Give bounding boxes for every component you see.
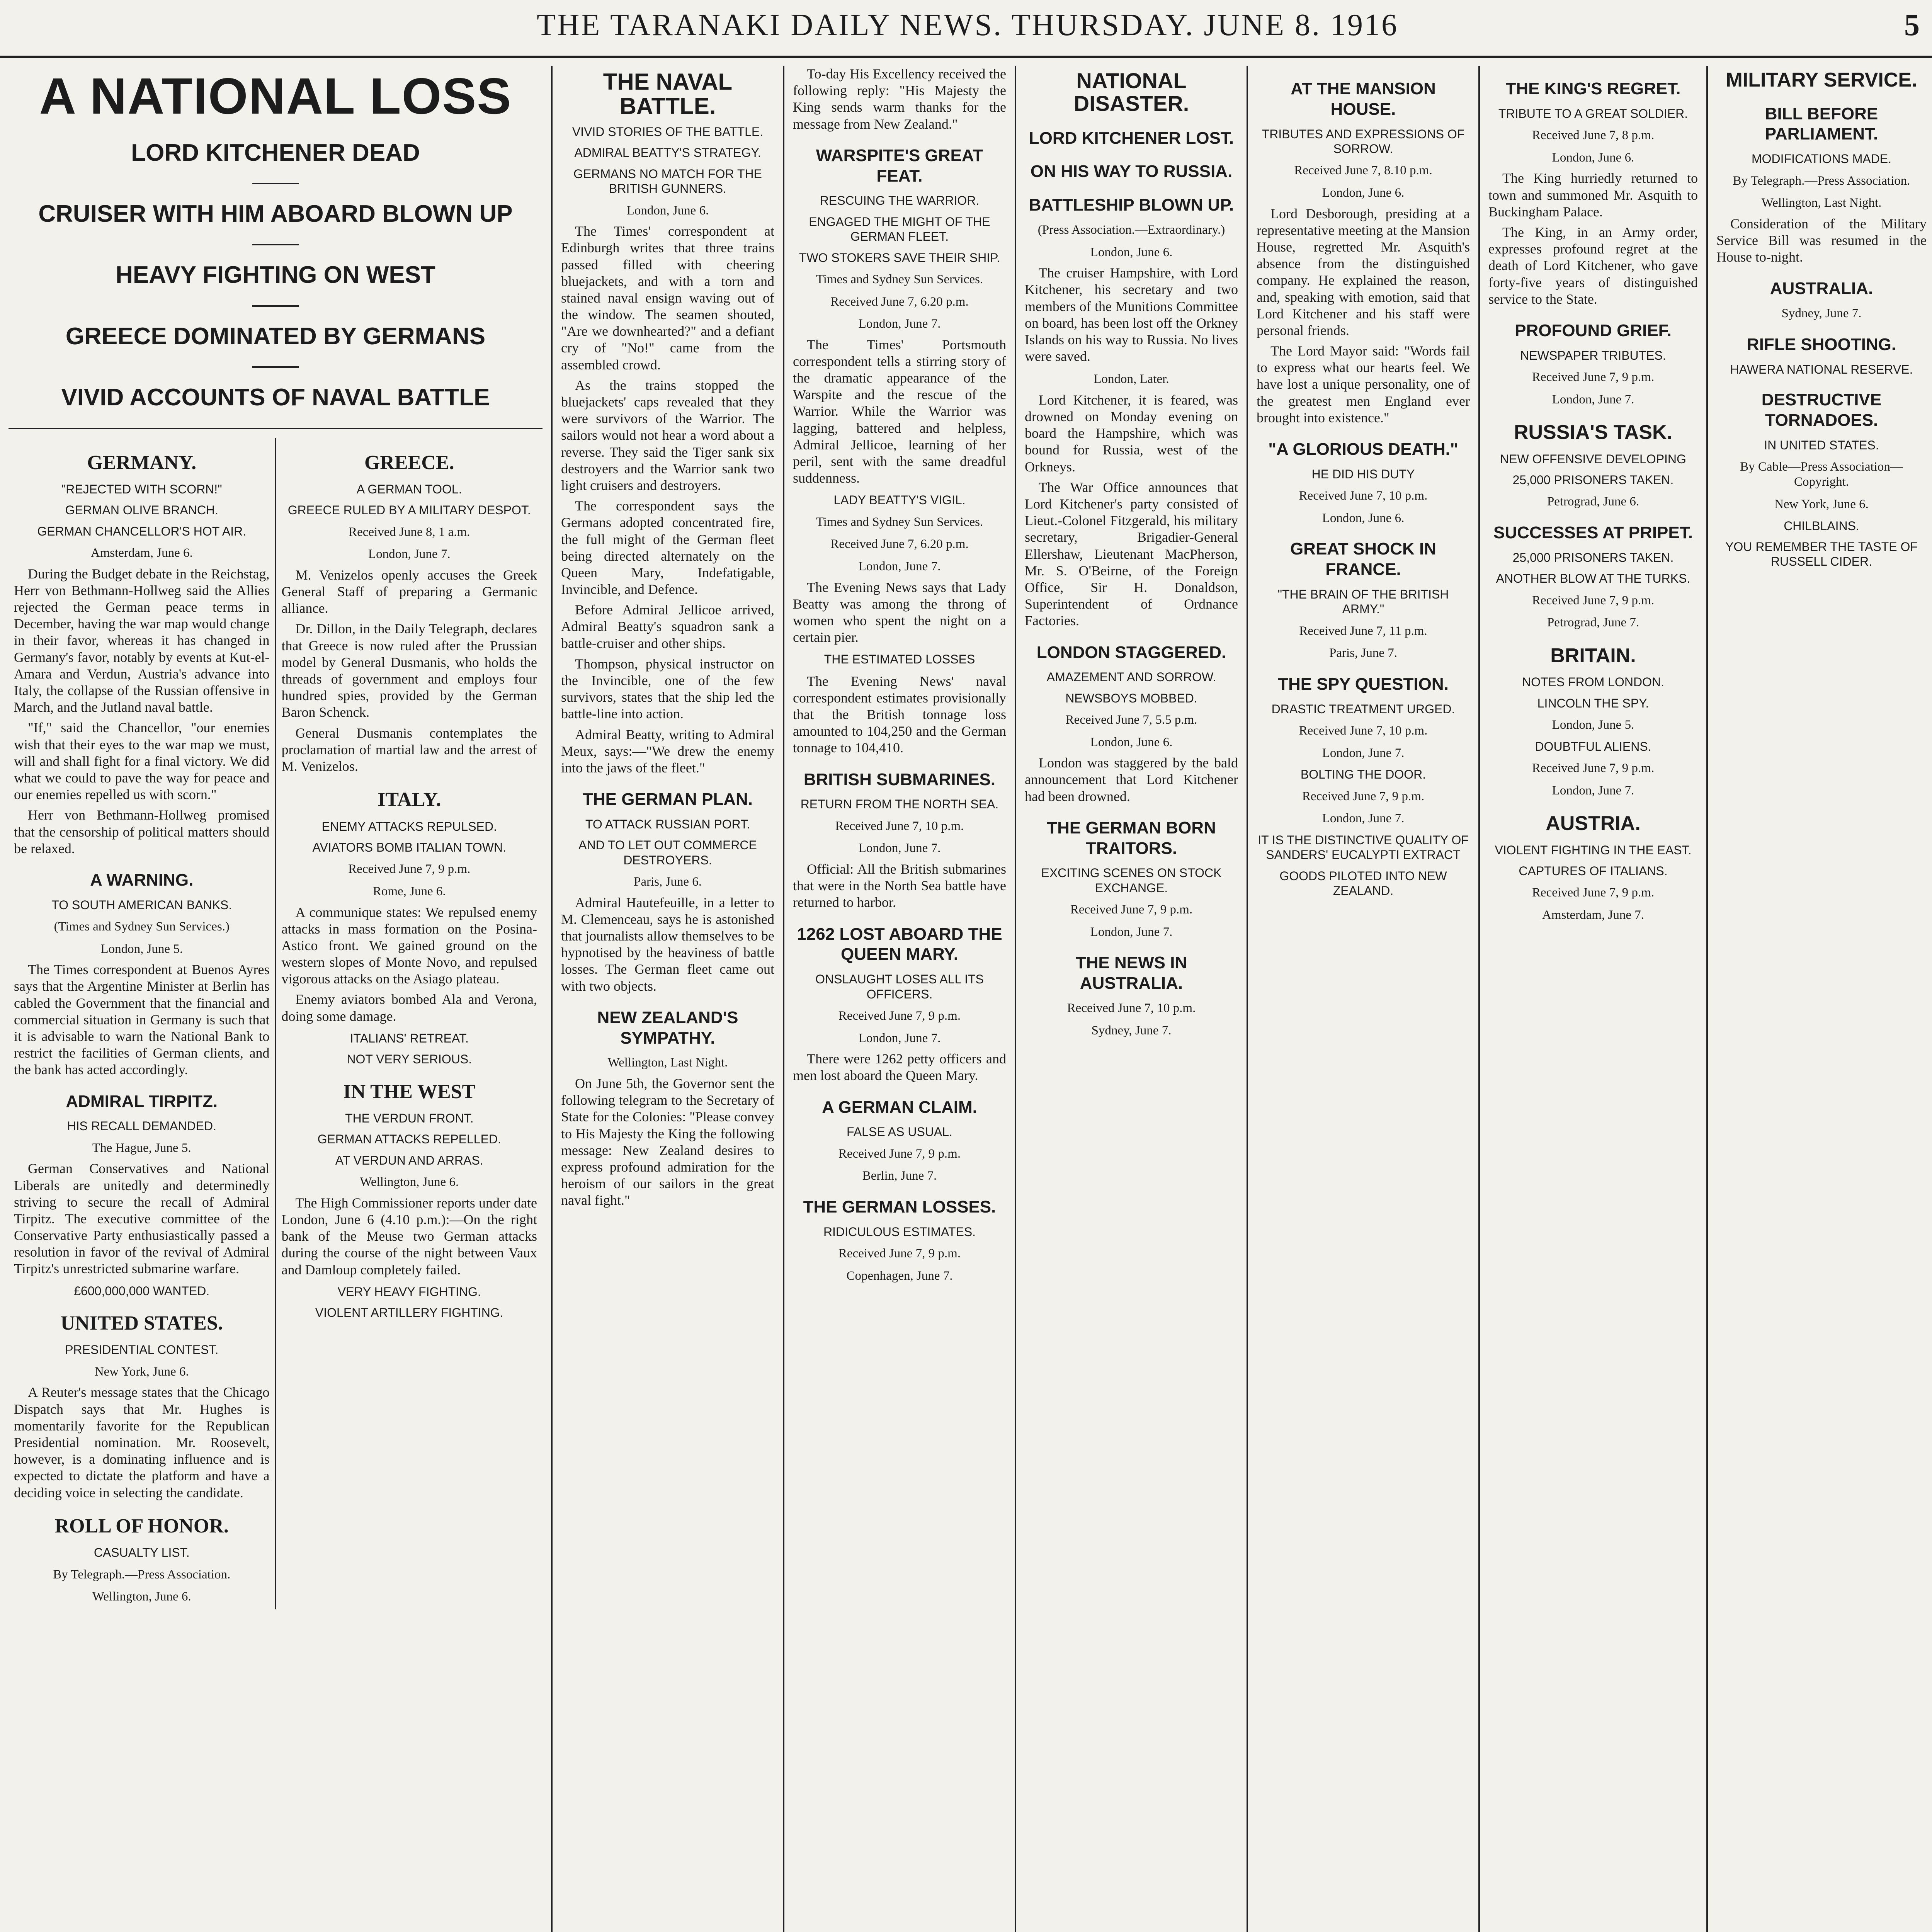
masthead-title: THE TARANAKI DAILY NEWS. THURSDAY. JUNE 8. 1916: [537, 8, 1398, 42]
italy-sub4: NOT VERY SERIOUS.: [347, 1052, 472, 1066]
britain-sub2: LINCOLN THE SPY.: [1537, 696, 1649, 710]
vigil-src: Times and Sydney Sun Services.: [816, 515, 983, 529]
disaster-sub1: LORD KITCHENER LOST.: [1029, 128, 1234, 148]
shock-received: Received June 7, 11 p.m.: [1299, 624, 1427, 638]
naval-p2: As the trains stopped the bluejackets' caps revealed that they were survivors of the Warrior. The sailors would not hear a word about a reverse. They said the Tiger sank six destroyers and the Warrior sank two light cruisers and destroyers.: [561, 377, 774, 493]
sympathy-p: On June 5th, the Governor sent the following telegram to the Secretary of State for the Colonies: "Please convey to His Majesty the King the following message: New Zealand desires to express profound admiration for the heroism of our sailors in the great naval fight.": [561, 1076, 774, 1208]
traitors-head: THE GERMAN BORN TRAITORS.: [1047, 818, 1216, 858]
deck-4: GREECE DOMINATED BY GERMANS: [65, 323, 486, 350]
russia-head: RUSSIA'S TASK.: [1514, 421, 1673, 444]
mansion-p1: Lord Desborough, presiding at a representative meeting at the Mansion House, regretted Mr. Asquith's absence from the distinguished company. He explained the reason, and, speaking with emotion, said that Lord Kitchener and his staff were personal friends.: [1257, 206, 1470, 338]
west-sub5: VIOLENT ARTILLERY FIGHTING.: [315, 1306, 503, 1320]
italy-p2: Enemy aviators bombed Ala and Verona, doing some damage.: [281, 992, 537, 1024]
claim-sub: FALSE AS USUAL.: [847, 1125, 952, 1139]
claim-dateline: Berlin, June 7.: [862, 1169, 937, 1183]
traitors-received: Received June 7, 9 p.m.: [1070, 903, 1193, 917]
naval-p6: Admiral Beatty, writing to Admiral Meux, says:—"We drew the enemy into the jaws of the fleet.": [561, 726, 774, 776]
german-plan-sub1: TO ATTACK RUSSIAN PORT.: [585, 817, 750, 831]
grief-head: PROFOUND GRIEF.: [1515, 321, 1672, 340]
spy-head: THE SPY QUESTION.: [1278, 674, 1449, 694]
spy-dateline: London, June 7.: [1322, 746, 1405, 760]
tirpitz-head: ADMIRAL TIRPITZ.: [66, 1092, 218, 1111]
us-sub: PRESIDENTIAL CONTEST.: [65, 1343, 219, 1357]
tornado-head: DESTRUCTIVE TORNADOES.: [1761, 390, 1882, 430]
column-kings-regret: [1480, 66, 1708, 1932]
greece-p2: Dr. Dillon, in the Daily Telegraph, declares that Greece is now ruled after the Prussian model by General Dusmanis, who holds the threads of government and employs four hundred spies, provided by the German Baron Schenck.: [281, 621, 537, 720]
roll-head: ROLL OF HONOR.: [54, 1515, 229, 1537]
column-military-service: [1708, 66, 1932, 1932]
australia-head: AUSTRALIA.: [1770, 279, 1873, 298]
mansion-head: AT THE MANSION HOUSE.: [1291, 79, 1436, 119]
warspite-received: Received June 7, 6.20 p.m.: [830, 294, 969, 309]
naval-p1: The Times' correspondent at Edinburgh writes that three trains passed filled with cheering bluejackets, and with a torn and stained naval ensign waving out of the window. The seamen shouted, "Are we downhearted?" and a defiant cry of "No!" came from the assembled crowd.: [561, 223, 774, 372]
subs-sub: RETURN FROM THE NORTH SEA.: [800, 797, 999, 811]
military-sub2: MODIFICATIONS MADE.: [1751, 152, 1892, 166]
advert-sanders: IT IS THE DISTINCTIVE QUALITY OF SANDERS' EUCALYPTI EXTRACT: [1258, 833, 1469, 862]
queen-sub: ONSLAUGHT LOSES ALL ITS OFFICERS.: [815, 972, 984, 1001]
column-national-disaster: [1016, 66, 1248, 1932]
col3-p1: To-day His Excellency received the following reply: "His Majesty the King sends warm thanks for the message from New Zealand.": [793, 66, 1006, 132]
disaster-p3: The War Office announces that Lord Kitchener's party consisted of Lieut.-Colonel Fitzgerald, his military secretary, Brigadier-General Ellershaw, Lieutenant MacPherson, Mr. S. O'Beirne, of the Foreign Office, Sir H. Donaldson, Superintendent of Ordnance Factories.: [1025, 479, 1238, 629]
pripet-sub2: ANOTHER BLOW AT THE TURKS.: [1496, 571, 1690, 586]
staggered-sub1: AMAZEMENT AND SORROW.: [1046, 670, 1216, 684]
glosses-received: Received June 7, 9 p.m.: [838, 1247, 961, 1261]
warning-src: (Times and Sydney Sun Services.): [54, 920, 230, 934]
pripet-sub1: 25,000 PRISONERS TAKEN.: [1512, 550, 1674, 565]
warspite-src: Times and Sydney Sun Services.: [816, 272, 983, 286]
king-p1: The King hurriedly returned to town and summoned Mr. Asquith to Buckingham Palace.: [1488, 170, 1698, 219]
italy-sub2: AVIATORS BOMB ITALIAN TOWN.: [312, 840, 506, 854]
rifle-sub: HAWERA NATIONAL RESERVE.: [1730, 362, 1913, 376]
cider-advert: YOU REMEMBER THE TASTE OF RUSSELL CIDER.: [1725, 540, 1918, 569]
naval-sub1: VIVID STORIES OF THE BATTLE.: [572, 125, 764, 139]
glosses-head: THE GERMAN LOSSES.: [803, 1197, 996, 1216]
greece-sub2: GREECE RULED BY A MILITARY DESPOT.: [287, 503, 531, 517]
disaster-src: (Press Association.—Extraordinary.): [1037, 223, 1225, 237]
staggered-p: London was staggered by the bald announcement that Lord Kitchener had been drowned.: [1025, 755, 1238, 804]
claim-head: A GERMAN CLAIM.: [822, 1097, 977, 1117]
germany-p2: "If," said the Chancellor, "our enemies wish that their eyes to the war map we must, will and shall fight for a final victory. We did what we could to pave the way for peace and our enemies repelled us with scorn.": [14, 720, 270, 803]
spy-sub: DRASTIC TREATMENT URGED.: [1271, 702, 1455, 716]
naval-head: THE NAVAL BATTLE.: [603, 69, 733, 119]
pripet-received: Received June 7, 9 p.m.: [1532, 593, 1655, 607]
tornado-sub: IN UNITED STATES.: [1764, 438, 1879, 452]
britain-head: BRITAIN.: [1550, 644, 1636, 667]
spy-received: Received June 7, 10 p.m.: [1299, 724, 1428, 738]
deck-1: LORD KITCHENER DEAD: [131, 139, 420, 166]
subs-p: Official: All the British submarines that were in the North Sea battle have returned to harbor.: [793, 861, 1006, 910]
king-head: THE KING'S REGRET.: [1505, 79, 1681, 98]
greece-received: Received June 8, 1 a.m.: [349, 525, 470, 539]
subs-head: BRITISH SUBMARINES.: [803, 770, 996, 789]
shock-sub: "THE BRAIN OF THE BRITISH ARMY.": [1277, 587, 1449, 616]
glorious-head: "A GLORIOUS DEATH.": [1268, 440, 1458, 459]
naval-p4: Before Admiral Jellicoe arrived, Admiral Beatty's squadron sank a battle-cruiser and other ships.: [561, 602, 774, 651]
russia-sub2: 25,000 PRISONERS TAKEN.: [1512, 473, 1674, 487]
military-p1: Consideration of the Military Service Bill was resumed in the House to-night.: [1716, 216, 1927, 265]
west-sub4: VERY HEAVY FIGHTING.: [337, 1284, 481, 1299]
subs-received: Received June 7, 10 p.m.: [835, 819, 964, 833]
staggered-head: LONDON STAGGERED.: [1036, 643, 1226, 662]
rifle-head: RIFLE SHOOTING.: [1747, 335, 1896, 354]
pripet-dateline: Petrograd, June 7.: [1547, 616, 1639, 630]
shock-head: GREAT SHOCK IN FRANCE.: [1290, 539, 1437, 579]
greece-p1: M. Venizelos openly accuses the Greek General Staff of preparing a Germanic alliance.: [281, 567, 537, 616]
military-head: MILITARY SERVICE.: [1726, 69, 1917, 91]
warspite-sub1: RESCUING THE WARRIOR.: [820, 194, 980, 208]
deck-2: CRUISER WITH HIM ABOARD BLOWN UP: [38, 200, 513, 227]
column-mansion-house: [1248, 66, 1480, 1932]
italy-p1: A communique states: We repulsed enemy attacks in mass formation on the Posina-Astico front. We gained ground on the western slopes of Monte Novo, and repulsed vigorous attacks on the Asiago plateau.: [281, 904, 537, 987]
warspite-sub3: TWO STOKERS SAVE THEIR SHIP.: [799, 250, 1000, 265]
german-plan-p: Admiral Hautefeuille, in a letter to M. Clemenceau, says he is astonished that journalists allow themselves to be hypnotised by the heaviness of battle losses. The German fleet came out with two objects.: [561, 895, 774, 994]
banner-headline: A NATIONAL LOSS: [39, 68, 512, 124]
west-sub2: GERMAN ATTACKS REPELLED.: [317, 1132, 501, 1146]
russia-sub1: NEW OFFENSIVE DEVELOPING: [1500, 452, 1686, 466]
austria-head: AUSTRIA.: [1546, 812, 1641, 835]
australia-dateline: Sydney, June 7.: [1781, 306, 1862, 321]
west-sub3: AT VERDUN AND ARRAS.: [335, 1153, 483, 1167]
aliens-head: DOUBTFUL ALIENS.: [1535, 739, 1651, 753]
warspite-dateline: London, June 7.: [858, 317, 941, 331]
page-number: 5: [1904, 8, 1920, 42]
britain-dateline: London, June 5.: [1552, 718, 1634, 732]
military-sub1: BILL BEFORE PARLIAMENT.: [1765, 104, 1878, 144]
warspite-p: The Times' Portsmouth correspondent tells a stirring story of the dramatic appearance of the Warspite and the rescue of the Warrior. While the Warrior was lagging, battered and helpless, Admiral Jellicoe, learning of her peril, sent with the same dreadful suddenness.: [793, 337, 1006, 486]
estimated-head: THE ESTIMATED LOSSES: [824, 652, 975, 667]
queen-p: There were 1262 petty officers and men lost aboard the Queen Mary.: [793, 1051, 1006, 1083]
vigil-p: The Evening News says that Lady Beatty was among the throng of women who spent the night on a certain pier.: [793, 579, 1006, 645]
mansion-p2: The Lord Mayor said: "Words fail to express what our hearts feel. We have lost a unique personality, one of the greatest men England ever brought into existence.": [1257, 343, 1470, 425]
german-plan-head: THE GERMAN PLAN.: [583, 790, 753, 809]
grief-sub: NEWSPAPER TRIBUTES.: [1520, 348, 1666, 362]
russia-dateline: Petrograd, June 6.: [1547, 495, 1639, 509]
austria-sub2: CAPTURES OF ITALIANS.: [1519, 864, 1668, 878]
deck-5: VIVID ACCOUNTS OF NAVAL BATTLE: [61, 384, 490, 411]
tirpitz-p: German Conservatives and National Liberals are unitedly and determinedly striving to secure the recall of Admiral Tirpitz. The executive committee of the Conservative Party enthusiastically passed a resolution in favor of the revival of Admiral Tirpitz's unrestricted submarine warfare.: [14, 1161, 270, 1277]
disaster-head: NATIONAL DISASTER.: [1073, 68, 1189, 116]
warspite-head: WARSPITE'S GREAT FEAT.: [816, 146, 983, 185]
disaster-dateline: London, June 6.: [1090, 245, 1173, 259]
grief-received: Received June 7, 9 p.m.: [1532, 370, 1655, 384]
greece-sub1: A GERMAN TOOL.: [356, 482, 462, 496]
warning-p: The Times correspondent at Buenos Ayres says that the Argentine Minister at Berlin has cabled the Government that the financial and commercial situation in Germany is such that it is advisable to warn the National Bank to restrict the facilities of German clients, and the bank has acted accordingly.: [14, 962, 270, 1078]
staggered-sub2: NEWSBOYS MOBBED.: [1065, 691, 1197, 705]
greece-p3: General Dusmanis contemplates the proclamation of martial law and the arrest of M. Venizelos.: [281, 725, 537, 774]
military-dateline: Wellington, Last Night.: [1761, 196, 1882, 210]
italy-dateline: Rome, June 6.: [372, 884, 446, 898]
roll-sub: CASUALTY LIST.: [94, 1546, 190, 1560]
warspite-sub2: ENGAGED THE MIGHT OF THE GERMAN FLEET.: [809, 214, 990, 244]
traitors-dateline: London, June 7.: [1090, 925, 1173, 939]
mansion-dateline: London, June 6.: [1322, 185, 1405, 200]
west-sub1: THE VERDUN FRONT.: [345, 1111, 474, 1125]
italy-sub3: ITALIANS' RETREAT.: [350, 1031, 469, 1045]
chilblains-head: CHILBLAINS.: [1784, 519, 1859, 533]
germany-head: GERMANY.: [87, 451, 197, 474]
warning-dateline: London, June 5.: [100, 942, 183, 956]
bolting-received: Received June 7, 9 p.m.: [1302, 789, 1425, 803]
mansion-sub: TRIBUTES AND EXPRESSIONS OF SORROW.: [1262, 127, 1465, 156]
roll-dateline: Wellington, June 6.: [92, 1590, 191, 1604]
italy-received: Received June 7, 9 p.m.: [348, 862, 471, 876]
glosses-sub: RIDICULOUS ESTIMATES.: [823, 1225, 976, 1239]
austria-sub1: VIOLENT FIGHTING IN THE EAST.: [1495, 843, 1692, 857]
naval-p3: The correspondent says the Germans adopted concentrated fire, the full might of the German fleet being directed alternately on the Queen Mary, Indefatigable, Invincible, and Defence.: [561, 498, 774, 597]
italy-sub1: ENEMY ATTACKS REPULSED.: [321, 819, 497, 833]
bolting-head: BOLTING THE DOOR.: [1300, 767, 1426, 782]
italy-head: ITALY.: [378, 789, 441, 811]
us-head: UNITED STATES.: [60, 1312, 223, 1335]
subcolumn-left: [9, 438, 276, 1609]
west-dateline: Wellington, June 6.: [360, 1175, 459, 1189]
column-lead: [0, 66, 553, 1932]
disaster-sub3: BATTLESHIP BLOWN UP.: [1029, 196, 1234, 215]
germany-sub1: "REJECTED WITH SCORN!": [61, 482, 222, 496]
west-head: IN THE WEST: [343, 1080, 476, 1103]
disaster-p1: The cruiser Hampshire, with Lord Kitchener, his secretary and two members of the Munitions Committee on board, has been lost off the Orkney Islands on his way to Russia. No lives were saved.: [1025, 265, 1238, 364]
column-warspite: [784, 66, 1016, 1932]
germany-sub3: GERMAN CHANCELLOR'S HOT AIR.: [37, 524, 247, 538]
glosses-dateline: Copenhagen, June 7.: [846, 1269, 953, 1283]
queen-received: Received June 7, 9 p.m.: [838, 1009, 961, 1023]
aliens-received: Received June 7, 9 p.m.: [1532, 761, 1655, 775]
naval-p5: Thompson, physical instructor on the Invincible, one of the few survivors, states that the ship led the battle-line into action.: [561, 656, 774, 722]
german-plan-dateline: Paris, June 6.: [634, 875, 702, 889]
warning-head: A WARNING.: [90, 870, 194, 889]
king-p2: The King, in an Army order, expresses profound regret at the death of Lord Kitchener, who gave forty-five years of distinguished service to the State.: [1488, 224, 1698, 307]
naval-sub3: GERMANS NO MATCH FOR THE BRITISH GUNNERS.: [573, 167, 762, 196]
staggered-received: Received June 7, 5.5 p.m.: [1065, 713, 1197, 727]
pripet-head: SUCCESSES AT PRIPET.: [1493, 523, 1693, 543]
germany-dateline: Amsterdam, June 6.: [90, 546, 193, 560]
us-dateline: New York, June 6.: [94, 1364, 189, 1379]
vigil-received: Received June 7, 6.20 p.m.: [830, 537, 969, 551]
britain-sub1: NOTES FROM LONDON.: [1522, 675, 1664, 689]
queen-dateline: London, June 7.: [858, 1031, 941, 1045]
naval-sub2: ADMIRAL BEATTY'S STRATEGY.: [574, 146, 761, 160]
tornado-dateline: New York, June 6.: [1774, 497, 1869, 512]
lead-subcolumns: [9, 438, 543, 1609]
subs-dateline: London, June 7.: [858, 841, 941, 855]
warning-sub: TO SOUTH AMERICAN BANKS.: [51, 898, 232, 912]
naval-dateline: London, June 6.: [626, 203, 709, 218]
vigil-head: LADY BEATTY'S VIGIL.: [833, 493, 966, 507]
roll-src: By Telegraph.—Press Association.: [53, 1567, 231, 1582]
subcolumn-right: [276, 438, 543, 1609]
glorious-dateline: London, June 6.: [1322, 511, 1405, 525]
king-received: Received June 7, 8 p.m.: [1532, 128, 1655, 143]
queen-head: 1262 LOST ABOARD THE QUEEN MARY.: [797, 924, 1002, 964]
greece-head: GREECE.: [364, 451, 454, 474]
aliens-dateline: London, June 7.: [1552, 783, 1634, 798]
aus-news-dateline: Sydney, June 7.: [1091, 1023, 1172, 1037]
goods-head: GOODS PILOTED INTO NEW ZEALAND.: [1279, 869, 1447, 898]
bolting-dateline: London, June 7.: [1322, 811, 1405, 826]
estimated-p: The Evening News' naval correspondent estimates provisionally that the British tonnage loss amounted to 104,250 and the German tonnage to 104,410.: [793, 673, 1006, 756]
king-sub: TRIBUTE TO A GREAT SOLDIER.: [1498, 106, 1688, 121]
tornado-src: By Cable—Press Association—Copyright.: [1740, 459, 1903, 489]
tirpitz-dateline: The Hague, June 5.: [92, 1141, 191, 1155]
vigil-dateline: London, June 7.: [858, 559, 941, 573]
disaster-p2: Lord Kitchener, it is feared, was drowned on Monday evening on board the Hampshire, which was bound for Russia, west of the Orkneys.: [1025, 392, 1238, 474]
military-src: By Telegraph.—Press Association.: [1733, 173, 1910, 188]
claim-received: Received June 7, 9 p.m.: [838, 1146, 961, 1161]
greece-dateline: London, June 7.: [368, 547, 451, 561]
wanted-sub: £600,000,000 WANTED.: [74, 1284, 210, 1298]
glorious-received: Received June 7, 10 p.m.: [1299, 489, 1428, 503]
aus-news-received: Received June 7, 10 p.m.: [1067, 1001, 1196, 1015]
disaster-dateline2: London, Later.: [1094, 372, 1169, 386]
king-dateline: London, June 6.: [1552, 150, 1634, 165]
grief-dateline: London, June 7.: [1552, 392, 1634, 406]
staggered-dateline: London, June 6.: [1090, 735, 1173, 749]
masthead: [0, 0, 1932, 58]
germany-sub2: GERMAN OLIVE BRANCH.: [65, 503, 218, 517]
germany-p3: Herr von Bethmann-Hollweg promised that the censorship of political matters should be relaxed.: [14, 807, 270, 856]
austria-received: Received June 7, 9 p.m.: [1532, 886, 1655, 900]
glorious-sub: HE DID HIS DUTY: [1311, 467, 1415, 481]
sympathy-dateline: Wellington, Last Night.: [607, 1056, 728, 1070]
disaster-sub2: ON HIS WAY TO RUSSIA.: [1030, 162, 1233, 181]
german-plan-sub2: AND TO LET OUT COMMERCE DESTROYERS.: [578, 838, 757, 867]
traitors-sub: EXCITING SCENES ON STOCK EXCHANGE.: [1041, 866, 1222, 895]
shock-dateline: Paris, June 7.: [1329, 646, 1397, 660]
mansion-received: Received June 7, 8.10 p.m.: [1294, 163, 1432, 178]
sympathy-head: NEW ZEALAND'S SYMPATHY.: [597, 1008, 738, 1048]
us-p: A Reuter's message states that the Chicago Dispatch says that Mr. Hughes is momentarily favorite for the Republican Presidential nomination. Mr. Roosevelt, however, is a dominating influence and is expected to dictate the platform and have a deciding voice in selecting the candidate.: [14, 1384, 270, 1500]
column-naval-battle: [553, 66, 784, 1932]
austria-dateline: Amsterdam, June 7.: [1542, 908, 1644, 922]
aus-news-head: THE NEWS IN AUSTRALIA.: [1075, 953, 1187, 993]
tirpitz-sub: HIS RECALL DEMANDED.: [67, 1119, 216, 1133]
deck-3: HEAVY FIGHTING ON WEST: [116, 262, 435, 289]
germany-p1: During the Budget debate in the Reichstag, Herr von Bethmann-Hollweg said the Allies rejected the German peace terms in December, having the war map would change in their favor, whereas it has changed in Germany's favor, notably by events at Kut-el-Amara and Verdun, Austria's advance into Italy, the collapse of the Russian offensive in March, and the Jutland naval battle.: [14, 566, 270, 715]
west-p: The High Commissioner reports under date London, June 6 (4.10 p.m.):—On the right bank of the Meuse two German attacks during the course of the night between Vaux and Damloup completely failed.: [281, 1195, 537, 1277]
